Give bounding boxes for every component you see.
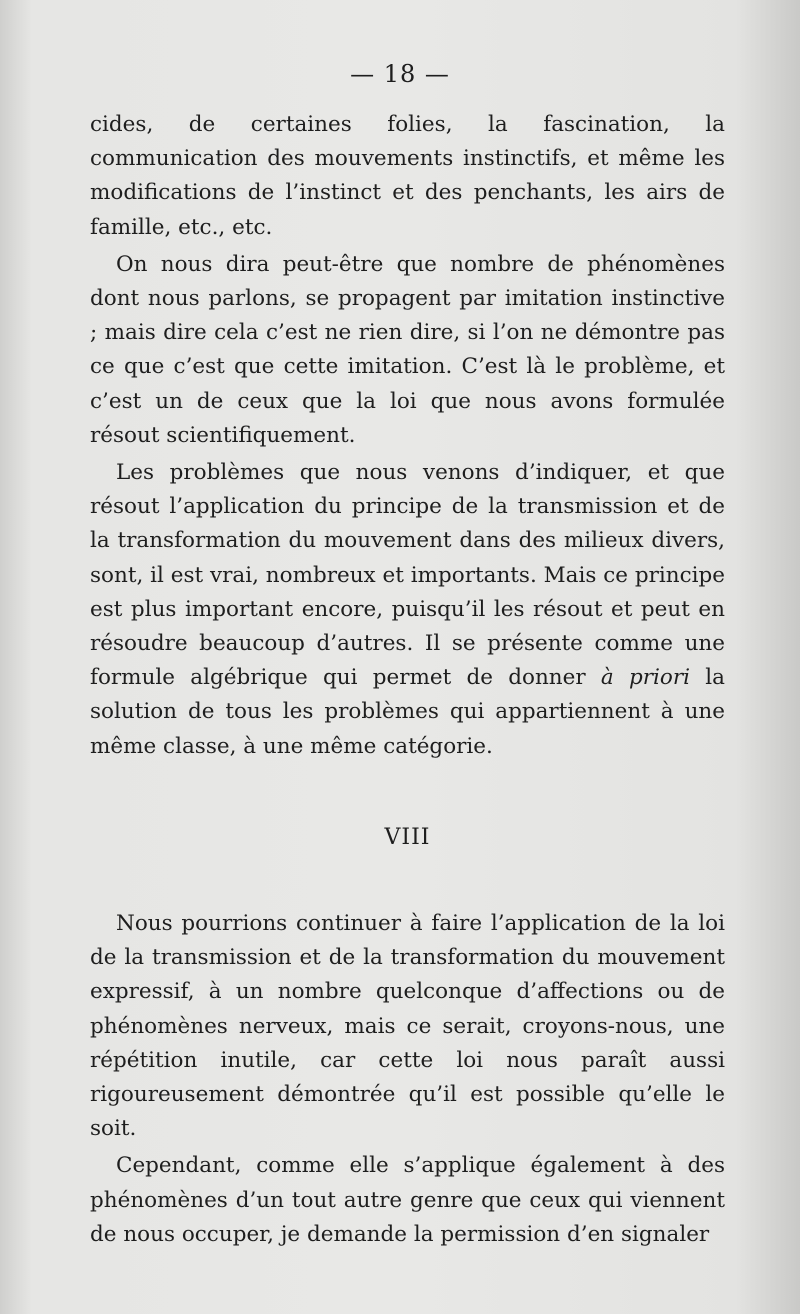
italic-a-priori: à priori	[600, 665, 691, 691]
section-heading: VIII	[384, 824, 431, 850]
paragraph-principle-text: Les problèmes que nous venons d’indiquer, et que résout l’application du principe de la transmission et de la transformation du mouvement dans des milieux divers, sont, il est vrai, nombreux et importants. Mais ce principe est plus important encore, puisqu’il les résout et peut en résoudre beaucoup d’autres. Il se présente comme une formule algébrique qui permet de donner	[90, 460, 725, 691]
paragraph-principle	[90, 456, 725, 764]
page-body	[90, 108, 725, 1252]
page-number-header: — 18 —	[350, 60, 450, 88]
paragraph-principle-end: la solution de tous les problèmes qui appartiennent à une même classe, à une même catégorie.	[90, 665, 725, 759]
paragraph-continuation: cides, de certaines folies, la fascination, la communication des mouvements instinctifs, et même les modifications de l’instinct et des penchants, les airs de famille, etc., etc.	[90, 112, 725, 240]
paragraph-cependant: Cependant, comme elle s’applique également à des phénomènes d’un tout autre genre que ceux qui viennent de nous occuper, je demande la permission d’en signaler	[90, 1153, 725, 1247]
paragraph-continue-application: Nous pourrions continuer à faire l’application de la loi de la transmission et de la transformation du mouvement expressif, à un nombre quelconque d’affections ou de phénomènes nerveux, mais ce serait, croyons-nous, une répétition inutile, car cette loi nous paraît aussi rigoureusement démontrée qu’il est possible qu’elle le soit.	[90, 911, 725, 1142]
paragraph-imitation: On nous dira peut-être que nombre de phénomènes dont nous parlons, se propagent par imitation instinctive ; mais dire cela c’est ne rien dire, si l’on ne démontre pas ce que c’est que cette imitation. C’est là le problème, et c’est un de ceux que la loi que nous avons formulée résout scientifiquement.	[90, 251, 725, 448]
